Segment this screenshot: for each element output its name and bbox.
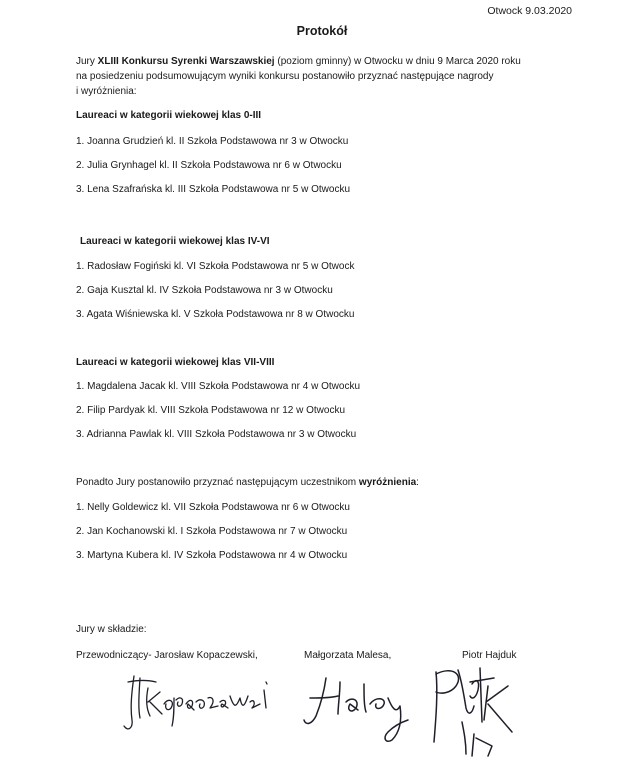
distinctions-intro: [76, 477, 419, 488]
intro-line3: i wyróżnienia:: [76, 86, 137, 97]
signature-kopaczewski: [120, 668, 280, 738]
list-item: 2. Filip Pardyak kl. VIII Szkoła Podstawowa nr 12 w Otwocku: [76, 405, 345, 416]
document-date: Otwock 9.03.2020: [487, 5, 572, 17]
section-heading-7-8: Laureaci w kategorii wiekowej klas VII-VIII: [76, 357, 275, 368]
list-item: 3. Martyna Kubera kl. IV Szkoła Podstawowa nr 4 w Otwocku: [76, 550, 348, 561]
jury-label: Jury w składzie:: [76, 624, 147, 635]
list-item: 1. Radosław Fogiński kl. VI Szkoła Podstawowa nr 5 w Otwock: [76, 261, 355, 272]
distinctions-intro-text: Ponadto Jury postanowiło przyznać następującym uczestnikom: [76, 477, 359, 488]
intro-line1-rest: (poziom gminny) w Otwocku w dniu 9 Marca 2020 roku: [274, 56, 521, 67]
list-item: 3. Adrianna Pawlak kl. VIII Szkoła Podstawowa nr 3 w Otwocku: [76, 429, 357, 440]
jury-member-2: Małgorzata Malesa,: [304, 650, 392, 661]
contest-name: XLIII Konkursu Syrenki Warszawskiej: [97, 56, 275, 67]
intro-prefix: Jury: [76, 56, 98, 67]
distinctions-bold: wyróżnienia: [358, 477, 417, 488]
signature-malesa: [296, 668, 436, 748]
section-heading-4-6: Laureaci w kategorii wiekowej klas IV-VI: [80, 236, 270, 247]
list-item: 2. Jan Kochanowski kl. I Szkoła Podstawowa nr 7 w Otwocku: [76, 526, 348, 537]
list-item: 1. Nelly Goldewicz kl. VII Szkoła Podstawowa nr 6 w Otwocku: [76, 502, 350, 513]
list-item: 2. Gaja Kusztal kl. IV Szkoła Podstawowa nr 3 w Otwocku: [76, 285, 333, 296]
section-heading-0-3: Laureaci w kategorii wiekowej klas 0-III: [76, 110, 262, 121]
list-item: 1. Magdalena Jacak kl. VIII Szkoła Podstawowa nr 4 w Otwocku: [76, 381, 361, 392]
jury-member-chair: Przewodniczący- Jarosław Kopaczewski,: [76, 650, 258, 661]
list-item: 3. Agata Wiśniewska kl. V Szkoła Podstawowa nr 8 w Otwocku: [76, 309, 355, 320]
list-item: 1. Joanna Grudzień kl. II Szkoła Podstawowa nr 3 w Otwocku: [76, 136, 349, 147]
document-title: Protokół: [296, 24, 348, 38]
distinctions-intro-end: :: [416, 477, 419, 488]
list-item: 2. Julia Grynhagel kl. II Szkoła Podstawowa nr 6 w Otwocku: [76, 160, 342, 171]
signature-hajduk: [422, 662, 532, 762]
intro-paragraph: [76, 54, 576, 99]
list-item: 3. Lena Szafrańska kl. III Szkoła Podstawowa nr 5 w Otwocku: [76, 184, 351, 195]
intro-line2: na posiedzeniu podsumowującym wyniki konkursu postanowiło przyznać następujące nagrody: [76, 71, 494, 82]
jury-member-3: Piotr Hajduk: [462, 650, 517, 661]
